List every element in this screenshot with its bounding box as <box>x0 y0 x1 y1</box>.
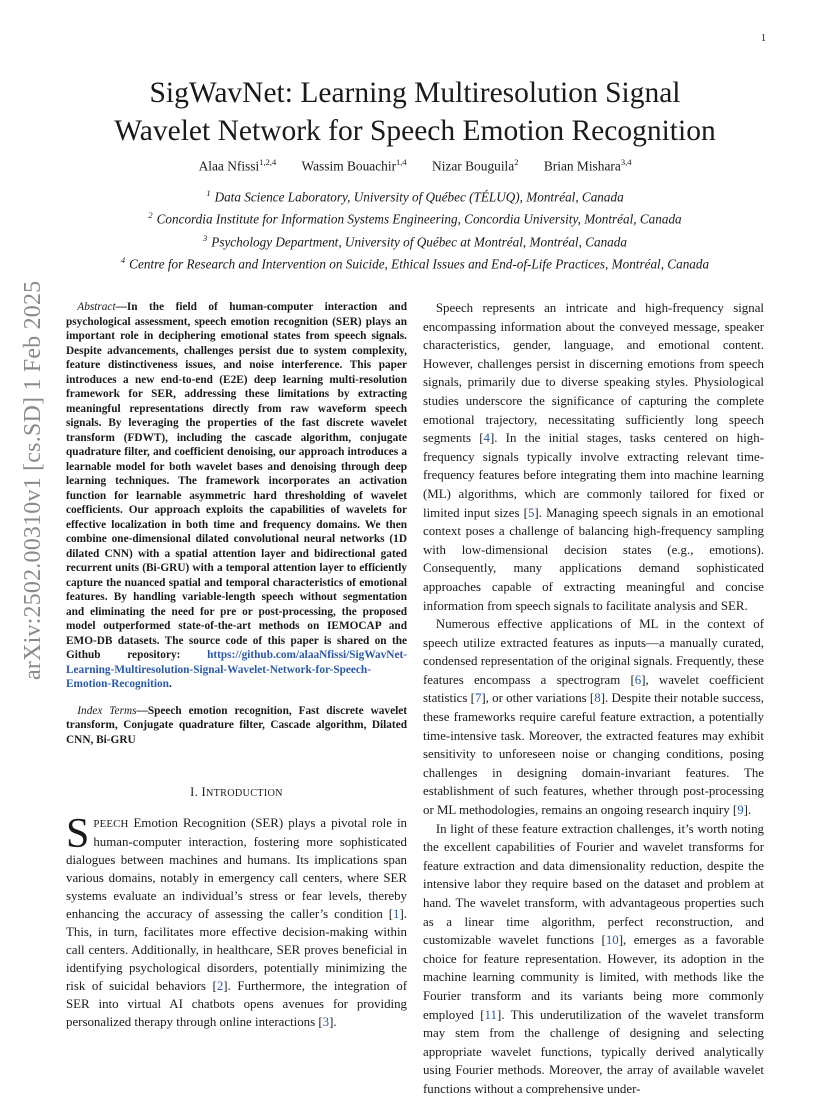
abstract <box>66 300 407 692</box>
paragraph-text: ]. Managing speech signals in an emotional context poses a challenge of balancing high-frequency sampling with low-dimensional decision states (e.g., emotions). Consequently, many applications demand sophisticated approaches capable of extracting meaningful and concise information from speech signals to facilitate analysis and SER. <box>423 505 764 613</box>
paragraph-text: Speech represents an intricate and high-frequency signal encompassing information about the conveyed message, speaker characteristics, gender, language, and emotional content. However, challenges persist in discerning emotions from speech signals, primarily due to diverse speaking styles. Physiological studies underscore the significance of capturing the complete emotional trajectory, necessitating sufficiently long speech segments [ <box>423 301 764 446</box>
paragraph-text: ], wavelet coefficient statistics [ <box>423 672 765 706</box>
citation-link[interactable]: 9 <box>737 803 744 818</box>
affiliation-text: Data Science Laboratory, University of Québec (TÉLUQ), Montréal, Canada <box>214 189 624 205</box>
author <box>302 157 407 174</box>
right-column <box>423 299 764 1099</box>
paragraph-text: Numerous effective applications of ML in the context of speech utilize extracted features as inputs—a manually curated, condensed representation of the original signals. Frequently, these features encompass a spectrogram [ <box>423 617 764 687</box>
author-name: Brian Mishara <box>543 158 621 174</box>
body-paragraph <box>423 820 764 1099</box>
paragraph-text: ]. Despite their notable success, these frameworks require careful feature extraction, a potentially time-intensive task. Moreover, the extracted features may exhibit sensitivity to unforeseen noise or changing conditions, posing challenges in designing domain-invariant features. The establishment of such features, whether through post-processing or ML methodologies, remains an ongoing research inquiry [ <box>423 691 764 818</box>
citation-link[interactable]: 4 <box>483 431 490 446</box>
index-terms <box>66 704 407 748</box>
author-affil: 1,4 <box>396 157 407 167</box>
author-list <box>60 157 770 174</box>
affiliation <box>48 251 782 273</box>
author-name: Wassim Bouachir <box>301 158 397 174</box>
author-affil: 3,4 <box>620 157 632 167</box>
citation-link[interactable]: 1 <box>393 907 400 922</box>
affiliation <box>48 229 782 251</box>
body-paragraph <box>423 299 764 615</box>
abstract-body: In the field of human-computer interaction and psychological assessment, speech emotion recognition (SER) plays an important role in deciphering emotional states from speech signals. Despite advancements, challenges persist due to system complexity, feature distinctiveness issues, and noise interference. This paper introduces a new end-to-end (E2E) deep learning multi-resolution framework for SER, addressing these limitations by extracting meaningful representations directly from raw waveform speech signals. By leveraging the properties of the fast discrete wavelet transform (FDWT), including the cascade algorithm, conjugate quadrature filter, and coefficient denoising, our approach introduces a learnable model for both wavelet bases and denoising through deep learning techniques. The framework incorporates an activation function for learnable asymmetric hard thresholding of wavelet coefficients. Our approach exploits the capabilities of wavelets for effective localization in both time and frequency domains. We then combine one-dimensional dilated convolutional neural networks (1D dilated CNN) with a spatial attention layer and bidirectional gated recurrent units (Bi-GRU) with a temporal attention layer to efficiently capture the nuanced spatial and temporal characteristics of emotional features. By handling variable-length speech without segmentation and eliminating the need for pre or post-processing, the proposed model outperformed state-of-the-art methods on IEMOCAP and EMO-DB datasets. The source code of this paper is shared on the Github repository: <box>66 301 407 661</box>
affiliation-text: Concordia Institute for Information Systems Engineering, Concordia University, Montréal, Canada <box>156 211 682 227</box>
page-number: 1 <box>761 33 766 44</box>
title-line-2: Wavelet Network for Speech Emotion Recognition <box>114 115 716 147</box>
abstract-end: . <box>168 678 172 690</box>
intro-text: ]. This, in turn, facilitates more effective decision-making within call centers. Additionally, in healthcare, SER proves beneficial in identifying psychological disorders, potentially minimizing the risk of suicidal behaviors [ <box>66 907 407 994</box>
affiliation-list <box>48 184 782 274</box>
citation-link[interactable]: 3 <box>322 1015 330 1030</box>
index-terms-body: Speech emotion recognition, Fast discrete wavelet transform, Conjugate quadrature filter, Cascade algorithm, Dilated CNN, Bi-GRU <box>66 704 408 746</box>
intro-text: ]. <box>329 1015 337 1030</box>
affiliation-number: 3 <box>203 232 208 243</box>
section-heading-introduction <box>66 784 407 802</box>
paper-title <box>60 74 770 150</box>
paragraph-text: ]. <box>743 803 752 818</box>
abstract-label: Abstract <box>77 301 116 313</box>
paragraph-text: ], emerges as a favorable choice for feature representation. However, its adoption in the machine learning community is limited, with methods like the Fourier transform and its variants being more commonly employed [ <box>423 933 764 1022</box>
author-affil: 1,2,4 <box>259 157 277 167</box>
affiliation-text: Psychology Department, University of Québec at Montréal, Montréal, Canada <box>211 234 627 250</box>
author-name: Alaa Nfissi <box>198 158 260 174</box>
arxiv-stamp: arXiv:2502.00310v1 [cs.SD] 1 Feb 2025 <box>20 280 46 680</box>
paragraph-text: ]. In the initial stages, tasks centered on high-frequency signals typically involve extracting relevant time-frequency features before integrating them into machine learning (ML) algorithms, which are commonly tailored for fixed or limited input sizes [ <box>423 431 764 520</box>
citation-link[interactable]: 2 <box>216 979 224 994</box>
section-first-letter: I <box>201 785 206 799</box>
intro-smallcaps: PEECH <box>93 818 129 831</box>
body-paragraph <box>423 615 764 820</box>
paragraph-text: ]. This underutilization of the wavelet transform may stem from the challenge of designing and selecting appropriate wavelet functions, typically derived analytically using Fourier methods. Moreover, the array of available wavelet functions without a comprehensive under- <box>423 1007 764 1096</box>
paragraph-text: In light of these feature extraction challenges, it’s worth noting the excellent capabilities of Fourier and wavelet transforms for feature extraction and data dimensionality reduction, despite the intensive labor they require based on the dataset and problem at hand. The wavelet transform, with advantageous properties such as a linear time algorithm, perfect reconstruction, and customizable wavelet functions [ <box>423 821 764 948</box>
intro-text: ]. Furthermore, the integration of SER into virtual AI chatbots opens avenues for providing personalized therapy through online interactions [ <box>66 979 407 1030</box>
title-line-1: SigWavNet: Learning Multiresolution Signal <box>149 77 681 109</box>
citation-link[interactable]: 8 <box>594 691 601 706</box>
drop-cap: S <box>66 811 90 858</box>
author <box>544 157 632 174</box>
affiliation-number: 1 <box>206 188 211 198</box>
affiliation-number: 4 <box>120 255 126 266</box>
affiliation <box>48 184 782 206</box>
author <box>199 157 277 174</box>
section-rest: NTRODUCTION <box>205 788 283 799</box>
left-column <box>66 300 407 1031</box>
intro-paragraph <box>66 811 407 1031</box>
citation-link[interactable]: 5 <box>527 505 535 520</box>
citation-link[interactable]: 10 <box>605 933 619 948</box>
affiliation <box>48 206 782 228</box>
intro-text: Emotion Recognition (SER) plays a pivotal role in human-computer interaction, fostering more sophisticated dialogues between machines and humans. Its implications span various domains, notably in emergency call centers, where SER systems evaluate an individual’s stress or fear levels, thereby enhancing the accuracy of assessing the caller’s condition [ <box>66 816 407 922</box>
citation-link[interactable]: 11 <box>484 1007 497 1022</box>
affiliation-text: Centre for Research and Intervention on Suicide, Ethical Issues and End-of-Life Practices, Montréal, Canada <box>129 256 710 272</box>
author <box>432 157 518 174</box>
github-link[interactable]: https://github.com/alaaNfissi/SigWavNet-Learning-Multiresolution-Signal-Wavelet-Network-for-Speech-Emotion-Recognition <box>66 649 407 690</box>
author-affil: 2 <box>514 157 519 167</box>
section-numeral: I. <box>190 785 202 799</box>
affiliation-number: 2 <box>148 210 153 221</box>
citation-link[interactable]: 7 <box>474 691 482 706</box>
index-terms-label: Index Terms <box>77 704 137 717</box>
citation-link[interactable]: 6 <box>634 672 642 687</box>
abstract-dash: — <box>115 301 127 313</box>
index-terms-dash: — <box>136 704 148 717</box>
paragraph-text: ], or other variations [ <box>481 691 595 706</box>
author-name: Nizar Bouguila <box>432 158 515 174</box>
